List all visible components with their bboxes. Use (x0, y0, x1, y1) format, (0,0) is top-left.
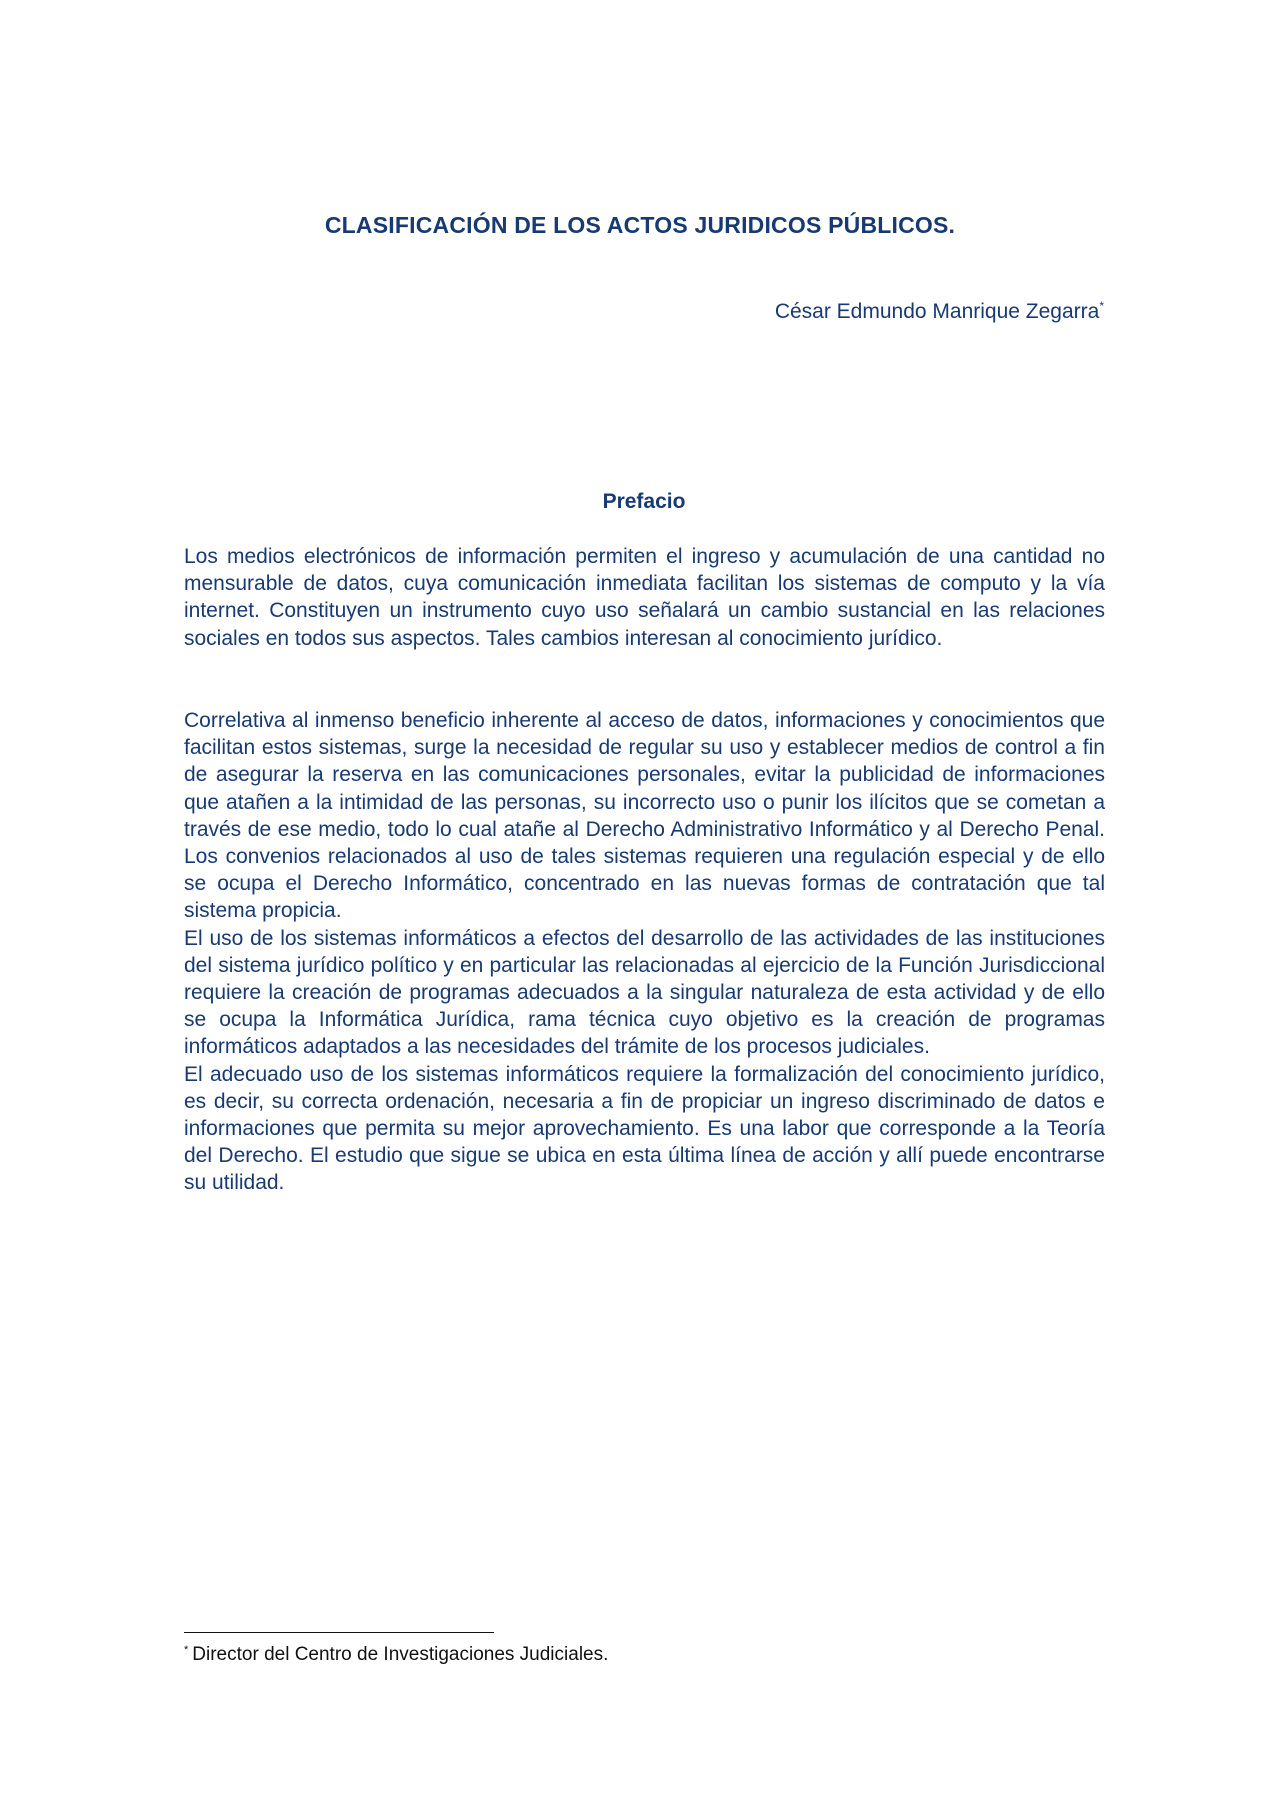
author-footnote-marker: * (1099, 299, 1104, 313)
paragraph: El uso de los sistemas informáticos a efectos del desarrollo de las actividades de las instituciones del sistema jurídico político y en particular las relacionadas al ejercicio de la Función Jurisdiccional requiere la creación de programas adecuados a la singular naturaleza de esta actividad y de ello se ocupa la Informática Jurídica, rama técnica cuyo objetivo es la creación de programas informáticos adaptados a las necesidades del trámite de los procesos judiciales. (184, 926, 1105, 1059)
footnote-text: Director del Centro de Investigaciones Judiciales. (192, 1644, 609, 1665)
footnote (184, 1644, 608, 1666)
paragraph: Los medios electrónicos de información permiten el ingreso y acumulación de una cantidad no mensurable de datos, cuya comunicación inmediata facilitan los sistemas de computo y la vía internet. Constituyen un instrumento cuyo uso señalará un cambio sustancial en las relaciones sociales en todos sus aspectos. Tales cambios interesan al conocimiento jurídico. (184, 545, 1105, 650)
document-title: CLASIFICACIÓN DE LOS ACTOS JURIDICOS PÚBLICOS. (324, 212, 956, 238)
footnote-separator (184, 1632, 494, 1633)
author-name: César Edmundo Manrique Zegarra (774, 300, 1100, 323)
author-line (775, 300, 1104, 324)
paragraph-block-intro (184, 543, 1105, 652)
footnote-marker: * (184, 1643, 189, 1656)
paragraph: Correlativa al inmenso beneficio inherente al acceso de datos, informaciones y conocimientos que facilitan estos sistemas, surge la necesidad de regular su uso y establecer medios de control a fin de asegurar la reserva en las comunicaciones personales, evitar la publicidad de informaciones que atañen a la intimidad de las personas, su incorrecto uso o punir los ilícitos que se cometan a través de ese medio, todo lo cual atañe al Derecho Administrativo Informático y al Derecho Penal. Los convenios relacionados al uso de tales sistemas requieren una regulación especial y de ello se ocupa el Derecho Informático, concentrado en las nuevas formas de contratación que tal sistema propicia. (184, 709, 1105, 923)
section-heading-prefacio: Prefacio (602, 490, 686, 513)
paragraph-block-main (184, 707, 1105, 1197)
paragraph: El adecuado uso de los sistemas informáticos requiere la formalización del conocimiento jurídico, es decir, su correcta ordenación, necesaria a fin de propiciar un ingreso discriminado de datos e informaciones que permita su mejor aprovechamiento. Es una labor que corresponde a la Teoría del Derecho. El estudio que sigue se ubica en esta última línea de acción y allí puede encontrarse su utilidad. (184, 1062, 1105, 1195)
